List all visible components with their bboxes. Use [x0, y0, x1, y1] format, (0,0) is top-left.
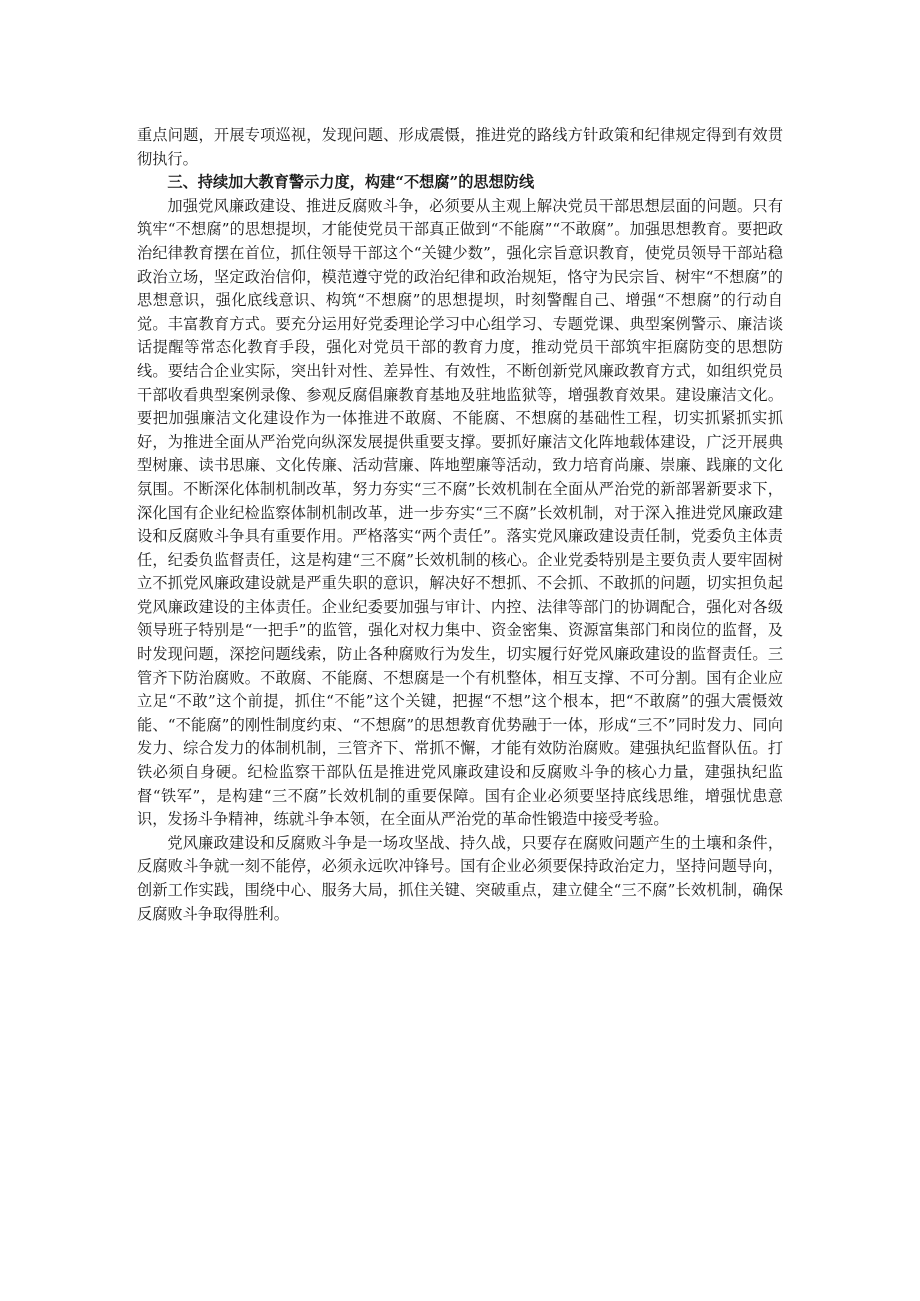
conclusion-paragraph: 党风廉政建设和反腐败斗争是一场攻坚战、持久战，只要存在腐败问题产生的土壤和条件，反腐败斗争就一刻不能停，必须永远吹冲锋号。国有企业必须要保持政治定力，坚持问题导向，创新工作实践，围绕中心、服务大局，抓住关键、突破重点，建立健全“三不腐”长效机制，确保反腐败斗争取得胜利。	[137, 833, 783, 923]
section-3-body-paragraph: 加强党风廉政建设、推进反腐败斗争，必须要从主观上解决党员干部思想层面的问题。只有筑牢“不想腐”的思想提坝，才能使党员干部真正做到“不能腐”“不敢腐”。加强思想教育。要把政治纪律教育摆在首位，抓住领导干部这个“关键少数”，强化宗旨意识教育，使党员领导干部站稳政治立场，坚定政治信仰，模范遵守党的政治纪律和政治规矩，恪守为民宗旨、树牢“不想腐”的思想意识，强化底线意识、构筑“不想腐”的思想提坝，时刻警醒自己、增强“不想腐”的行动自觉。丰富教育方式。要充分运用好党委理论学习中心组学习、专题党课、典型案例警示、廉洁谈话提醒等常态化教育手段，强化对党员干部的教育力度，推动党员干部筑牢拒腐防变的思想防线。要结合企业实际，突出针对性、差异性、有效性，不断创新党风廉政教育方式，如组织党员干部收看典型案例录像、参观反腐倡廉教育基地及驻地监狱等，增强教育效果。建设廉洁文化。要把加强廉洁文化建设作为一体推进不敢腐、不能腐、不想腐的基础性工程，切实抓紧抓实抓好，为推进全面从严治党向纵深发展提供重要支撑。要抓好廉洁文化阵地载体建设，广泛开展典型树廉、读书思廉、文化传廉、活动营廉、阵地塑廉等活动，致力培育尚廉、崇廉、践廉的文化氛围。不断深化体制机制改革，努力夯实“三不腐”长效机制在全面从严治党的新部署新要求下，深化国有企业纪检监察体制机制改革，进一步夯实“三不腐”长效机制，对于深入推进党风廉政建设和反腐败斗争具有重要作用。严格落实“两个责任”。落实党风廉政建设责任制，党委负主体责任，纪委负监督责任，这是构建“三不腐”长效机制的核心。企业党委特别是主要负责人要牢固树立不抓党风廉政建设就是严重失职的意识，解决好不想抓、不会抓、不敢抓的问题，切实担负起党风廉政建设的主体责任。企业纪委要加强与审计、内控、法律等部门的协调配合，强化对各级领导班子特别是“一把手”的监管，强化对权力集中、资金密集、资源富集部门和岗位的监督，及时发现问题，深挖问题线索，防止各种腐败行为发生，切实履行好党风廉政建设的监督责任。三管齐下防治腐败。不敢腐、不能腐、不想腐是一个有机整体，相互支撑、不可分割。国有企业应立足“不敢”这个前提，抓住“不能”这个关键，把握“不想”这个根本，把“不敢腐”的强大震慑效能、“不能腐”的刚性制度约束、“不想腐”的思想教育优势融于一体，形成“三不”同时发力、同向发力、综合发力的体制机制，三管齐下、常抓不懈，才能有效防治腐败。建强执纪监督队伍。打铁必须自身硬。纪检监察干部队伍是推进党风廉政建设和反腐败斗争的核心力量，建强执纪监督“铁军”，是构建“三不腐”长效机制的重要保障。国有企业必须要坚持底线思维，增强忧患意识，发扬斗争精神，练就斗争本领，在全面从严治党的革命性锻造中接受考验。	[137, 196, 783, 829]
section-3-heading: 三、持续加大教育警示力度，构建“不想腐”的思想防线	[167, 173, 535, 192]
document-page	[137, 124, 783, 926]
continuation-paragraph: 重点问题，开展专项巡视，发现问题、形成震慑，推进党的路线方针政策和纪律规定得到有效贯彻执行。	[137, 126, 783, 168]
